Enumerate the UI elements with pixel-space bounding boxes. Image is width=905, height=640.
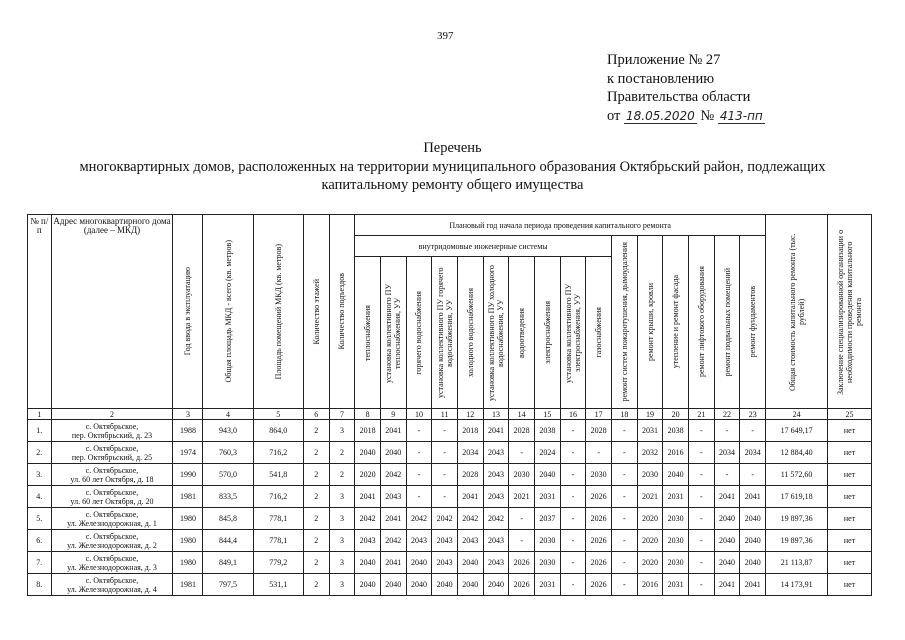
row-planned-year: 2042: [380, 464, 406, 486]
row-planned-year: 2031: [534, 486, 560, 508]
row-entrances: 3: [329, 420, 355, 442]
header-floors: Количество этажей: [303, 215, 329, 409]
row-planned-year: 2040: [406, 552, 432, 574]
header-col-heating: теплоснабжения: [355, 257, 381, 409]
address-line: с. Октябрьское,: [85, 531, 139, 541]
row-planned-year: -: [612, 552, 638, 574]
row-planned-year: 2040: [483, 574, 509, 596]
row-planned-year: 2043: [483, 530, 509, 552]
row-number: 1.: [28, 420, 52, 442]
row-planned-year: 2041: [740, 486, 766, 508]
row-floors: 2: [303, 574, 329, 596]
row-floors: 2: [303, 464, 329, 486]
row-cost: 21 113,87: [766, 552, 828, 574]
row-number: 2.: [28, 442, 52, 464]
row-planned-year: 2043: [380, 486, 406, 508]
row-planned-year: 2037: [534, 508, 560, 530]
row-planned-year: -: [406, 420, 432, 442]
header-col-hot-water: горячего водоснабжения: [406, 257, 432, 409]
row-planned-year: 2041: [457, 486, 483, 508]
row-planned-year: 2043: [432, 530, 458, 552]
row-planned-year: 2041: [483, 420, 509, 442]
row-cost: 17 619,18: [766, 486, 828, 508]
row-planned-year: -: [612, 574, 638, 596]
appendix-date: 18.05.2020: [626, 108, 695, 123]
address-line: пер. Октябрьский, д. 25: [71, 452, 153, 462]
row-planned-year: 2043: [406, 530, 432, 552]
row-address: [51, 486, 173, 508]
row-planned-year: 2031: [534, 574, 560, 596]
header-col-elevator: ремонт лифтового оборудования: [689, 236, 715, 409]
row-planned-year: 2026: [509, 552, 535, 574]
row-planned-year: 2043: [432, 552, 458, 574]
row-planned-year: 2040: [714, 552, 740, 574]
row-conclusion: нет: [828, 442, 872, 464]
row-year: 1988: [173, 420, 203, 442]
row-premises-area: 779,2: [253, 552, 303, 574]
address-line: ул. Железнодорожная, д. 4: [67, 584, 157, 594]
header-conclusion: Заключение специализированной организации о необходимости проведения капитального ремонта: [828, 215, 872, 409]
row-planned-year: 2024: [534, 442, 560, 464]
header-premises-area: Площадь помещений МКД (кв. метров): [253, 215, 303, 409]
table-row: [28, 574, 872, 596]
row-planned-year: -: [560, 442, 586, 464]
row-total-area: 845,8: [203, 508, 253, 530]
header-engineering: внутридомовые инженерные системы: [355, 236, 612, 257]
header-col-facade: утепление и ремонт фасада: [663, 236, 689, 409]
row-entrances: 3: [329, 508, 355, 530]
column-number: 11: [432, 409, 458, 420]
row-planned-year: -: [612, 442, 638, 464]
column-number: 12: [457, 409, 483, 420]
row-planned-year: 2041: [355, 486, 381, 508]
row-address: [51, 552, 173, 574]
row-planned-year: 2031: [663, 574, 689, 596]
column-number: 21: [689, 409, 715, 420]
row-planned-year: -: [432, 486, 458, 508]
row-planned-year: 2026: [586, 508, 612, 530]
row-floors: 2: [303, 508, 329, 530]
document-title: [0, 139, 905, 195]
row-planned-year: 2042: [432, 508, 458, 530]
row-planned-year: 2040: [457, 552, 483, 574]
row-planned-year: 2041: [740, 574, 766, 596]
row-planned-year: 2040: [432, 574, 458, 596]
row-total-area: 760,3: [203, 442, 253, 464]
row-planned-year: -: [560, 464, 586, 486]
row-planned-year: 2020: [637, 552, 663, 574]
column-number: 25: [828, 409, 872, 420]
header-col-foundation: ремонт фундаментов: [740, 236, 766, 409]
row-cost: 11 572,60: [766, 464, 828, 486]
row-planned-year: -: [509, 530, 535, 552]
header-col-roof: ремонт крыши, кровли: [637, 236, 663, 409]
address-line: с. Октябрьское,: [85, 421, 139, 431]
address-line: ул. Железнодорожная, д. 1: [67, 518, 157, 528]
header-row-1: [28, 215, 872, 236]
row-planned-year: 2040: [380, 574, 406, 596]
row-planned-year: -: [689, 574, 715, 596]
column-number: 1: [28, 409, 52, 420]
row-planned-year: 2021: [509, 486, 535, 508]
row-planned-year: -: [612, 530, 638, 552]
row-planned-year: 2021: [637, 486, 663, 508]
header-col-drainage: водоотведения: [509, 257, 535, 409]
row-planned-year: 2028: [457, 464, 483, 486]
row-planned-year: -: [586, 442, 612, 464]
table-row: [28, 420, 872, 442]
row-planned-year: 2043: [483, 464, 509, 486]
row-total-area: 570,0: [203, 464, 253, 486]
row-year: 1980: [173, 530, 203, 552]
row-planned-year: -: [612, 420, 638, 442]
column-number-row: [28, 409, 872, 420]
column-number: 23: [740, 409, 766, 420]
row-planned-year: -: [406, 442, 432, 464]
row-planned-year: -: [509, 442, 535, 464]
row-cost: 19 897,36: [766, 508, 828, 530]
row-planned-year: -: [612, 508, 638, 530]
row-planned-year: 2031: [637, 420, 663, 442]
table-row: [28, 442, 872, 464]
address-line: ул. 60 лет Октября, д. 20: [70, 496, 154, 506]
houses-table: [27, 214, 872, 596]
row-year: 1990: [173, 464, 203, 486]
title-line-1: Перечень: [423, 140, 482, 156]
row-planned-year: 2026: [586, 486, 612, 508]
column-number: 2: [51, 409, 173, 420]
table-row: [28, 464, 872, 486]
row-planned-year: 2028: [509, 420, 535, 442]
row-planned-year: -: [689, 530, 715, 552]
header-total-area: Общая площадь МКД - всего (кв. метров): [203, 215, 253, 409]
row-conclusion: нет: [828, 420, 872, 442]
row-number: 3.: [28, 464, 52, 486]
table-row: [28, 486, 872, 508]
row-premises-area: 864,0: [253, 420, 303, 442]
row-premises-area: 778,1: [253, 508, 303, 530]
row-planned-year: 2026: [586, 552, 612, 574]
row-planned-year: 2026: [586, 530, 612, 552]
column-number: 20: [663, 409, 689, 420]
row-planned-year: -: [509, 508, 535, 530]
header-address: Адрес многоквартирного дома (далее – МКД): [51, 215, 173, 409]
column-number: 17: [586, 409, 612, 420]
header-entrances: Количество подъездов: [329, 215, 355, 409]
row-planned-year: 2020: [637, 530, 663, 552]
row-planned-year: 2030: [534, 552, 560, 574]
row-planned-year: 2040: [740, 530, 766, 552]
row-planned-year: 2041: [714, 574, 740, 596]
row-planned-year: -: [740, 420, 766, 442]
row-planned-year: 2040: [355, 574, 381, 596]
header-col-basement: ремонт подвальных помещений: [714, 236, 740, 409]
row-planned-year: 2030: [637, 464, 663, 486]
appendix-line-2: к постановлению: [607, 70, 715, 87]
appendix-block: [607, 51, 765, 125]
row-planned-year: 2034: [457, 442, 483, 464]
row-conclusion: нет: [828, 508, 872, 530]
row-year: 1981: [173, 486, 203, 508]
header-cost: Общая стоимость капитального ремонта (тыс. рублей): [766, 215, 828, 409]
row-planned-year: 2032: [637, 442, 663, 464]
row-planned-year: 2040: [457, 574, 483, 596]
row-year: 1980: [173, 508, 203, 530]
row-cost: 17 649,17: [766, 420, 828, 442]
row-entrances: 3: [329, 574, 355, 596]
row-planned-year: 2040: [534, 464, 560, 486]
column-number: 9: [380, 409, 406, 420]
address-line: с. Октябрьское,: [85, 575, 139, 585]
address-line: с. Октябрьское,: [85, 487, 139, 497]
row-planned-year: 2016: [663, 442, 689, 464]
row-conclusion: нет: [828, 530, 872, 552]
row-planned-year: 2042: [483, 508, 509, 530]
column-number: 7: [329, 409, 355, 420]
column-number: 10: [406, 409, 432, 420]
header-col-heating-meter: установка коллективного ПУ теплоснабжения, УУ: [380, 257, 406, 409]
title-line-2: многоквартирных домов, расположенных на территории муниципального образования Октябрьский район, подлежащих: [79, 158, 826, 175]
row-planned-year: -: [432, 442, 458, 464]
table-row: [28, 508, 872, 530]
page-number: 397: [437, 30, 454, 42]
row-planned-year: -: [560, 530, 586, 552]
header-col-cold-water: холодного водоснабжения: [457, 257, 483, 409]
row-planned-year: -: [689, 552, 715, 574]
row-planned-year: 2041: [380, 420, 406, 442]
row-planned-year: 2018: [457, 420, 483, 442]
address-line: с. Октябрьское,: [85, 509, 139, 519]
row-planned-year: -: [560, 508, 586, 530]
row-planned-year: -: [689, 486, 715, 508]
header-col-electricity-meter: установка коллективного ПУ электроснабжения, УУ: [560, 257, 586, 409]
row-premises-area: 541,8: [253, 464, 303, 486]
row-total-area: 833,5: [203, 486, 253, 508]
appendix-line-4: [607, 107, 765, 126]
row-planned-year: 2040: [740, 508, 766, 530]
row-conclusion: нет: [828, 574, 872, 596]
row-total-area: 849,1: [203, 552, 253, 574]
row-planned-year: -: [560, 552, 586, 574]
row-conclusion: нет: [828, 486, 872, 508]
row-planned-year: 2040: [380, 442, 406, 464]
column-number: 5: [253, 409, 303, 420]
row-planned-year: 2034: [714, 442, 740, 464]
row-planned-year: 2038: [534, 420, 560, 442]
address-line: с. Октябрьское,: [85, 465, 139, 475]
column-number: 6: [303, 409, 329, 420]
row-premises-area: 531,1: [253, 574, 303, 596]
address-line: ул. 60 лет Октября, д. 18: [70, 474, 154, 484]
address-line: с. Октябрьское,: [85, 443, 139, 453]
row-planned-year: 2042: [380, 530, 406, 552]
row-planned-year: 2020: [637, 508, 663, 530]
row-planned-year: 2031: [663, 486, 689, 508]
row-entrances: 3: [329, 486, 355, 508]
address-line: пер. Октябрьский, д. 23: [71, 430, 153, 440]
row-planned-year: 2040: [406, 574, 432, 596]
appendix-number-label: №: [700, 107, 715, 124]
appendix-number: 413-пп: [719, 108, 763, 123]
row-planned-year: -: [689, 420, 715, 442]
appendix-prefix: от: [607, 107, 621, 124]
table-row: [28, 530, 872, 552]
row-planned-year: -: [689, 464, 715, 486]
column-number: 19: [637, 409, 663, 420]
row-premises-area: 716,2: [253, 486, 303, 508]
row-planned-year: 2030: [586, 464, 612, 486]
row-planned-year: 2034: [740, 442, 766, 464]
row-planned-year: 2042: [355, 508, 381, 530]
header-col-fire: ремонт систем пожаротушения, дымоудаления: [612, 236, 638, 409]
row-planned-year: 2043: [355, 530, 381, 552]
row-total-area: 943,0: [203, 420, 253, 442]
header-year: Год ввода в эксплуатацию: [173, 215, 203, 409]
row-number: 7.: [28, 552, 52, 574]
row-number: 5.: [28, 508, 52, 530]
row-address: [51, 420, 173, 442]
row-planned-year: 2042: [406, 508, 432, 530]
column-number: 15: [534, 409, 560, 420]
header-col-electricity: электроснабжения: [534, 257, 560, 409]
row-entrances: 3: [329, 530, 355, 552]
row-entrances: 3: [329, 552, 355, 574]
row-planned-year: 2040: [740, 552, 766, 574]
row-address: [51, 464, 173, 486]
row-floors: 2: [303, 552, 329, 574]
column-number: 24: [766, 409, 828, 420]
row-planned-year: -: [689, 508, 715, 530]
row-planned-year: 2040: [714, 530, 740, 552]
row-planned-year: -: [714, 420, 740, 442]
row-planned-year: 2040: [663, 464, 689, 486]
appendix-line-1: Приложение № 27: [607, 52, 721, 68]
row-cost: 19 897,36: [766, 530, 828, 552]
row-address: [51, 530, 173, 552]
row-cost: 12 884,40: [766, 442, 828, 464]
row-address: [51, 442, 173, 464]
row-planned-year: -: [432, 464, 458, 486]
row-planned-year: 2043: [483, 486, 509, 508]
row-planned-year: 2040: [714, 508, 740, 530]
row-floors: 2: [303, 420, 329, 442]
row-planned-year: -: [560, 486, 586, 508]
row-entrances: 2: [329, 464, 355, 486]
row-floors: 2: [303, 486, 329, 508]
row-planned-year: 2042: [457, 508, 483, 530]
row-entrances: 2: [329, 442, 355, 464]
column-number: 16: [560, 409, 586, 420]
row-planned-year: 2018: [355, 420, 381, 442]
row-year: 1981: [173, 574, 203, 596]
column-number: 4: [203, 409, 253, 420]
row-planned-year: 2020: [355, 464, 381, 486]
row-premises-area: 778,1: [253, 530, 303, 552]
address-line: ул. Железнодорожная, д. 2: [67, 540, 157, 550]
row-planned-year: 2026: [586, 574, 612, 596]
header-col-gas: газоснабжения: [586, 257, 612, 409]
column-number: 8: [355, 409, 381, 420]
row-conclusion: нет: [828, 464, 872, 486]
header-num: № п/п: [28, 215, 52, 409]
row-planned-year: 2030: [663, 508, 689, 530]
header-col-hot-water-meter: установка коллективного ПУ горячего водоснабжения, УУ: [432, 257, 458, 409]
column-number: 18: [612, 409, 638, 420]
row-planned-year: 2016: [637, 574, 663, 596]
column-number: 14: [509, 409, 535, 420]
address-line: ул. Железнодорожная, д. 3: [67, 562, 157, 572]
row-cost: 14 173,91: [766, 574, 828, 596]
row-planned-year: -: [612, 486, 638, 508]
header-planned-year: Плановый год начала периода проведения капитального ремонта: [355, 215, 766, 236]
row-planned-year: 2038: [663, 420, 689, 442]
row-number: 8.: [28, 574, 52, 596]
row-planned-year: 2040: [355, 442, 381, 464]
appendix-line-3: Правительства области: [607, 89, 751, 105]
row-planned-year: 2041: [714, 486, 740, 508]
row-planned-year: 2043: [483, 552, 509, 574]
row-floors: 2: [303, 530, 329, 552]
row-planned-year: 2043: [483, 442, 509, 464]
row-planned-year: 2030: [509, 464, 535, 486]
row-floors: 2: [303, 442, 329, 464]
title-line-3: капитальному ремонту общего имущества: [321, 177, 584, 193]
table-row: [28, 552, 872, 574]
row-planned-year: -: [740, 464, 766, 486]
row-planned-year: -: [560, 420, 586, 442]
row-planned-year: -: [560, 574, 586, 596]
row-planned-year: 2030: [663, 530, 689, 552]
address-line: с. Октябрьское,: [85, 553, 139, 563]
row-planned-year: -: [406, 464, 432, 486]
row-planned-year: -: [432, 420, 458, 442]
row-address: [51, 574, 173, 596]
row-planned-year: 2026: [509, 574, 535, 596]
row-year: 1974: [173, 442, 203, 464]
row-total-area: 844,4: [203, 530, 253, 552]
row-conclusion: нет: [828, 552, 872, 574]
row-premises-area: 716,2: [253, 442, 303, 464]
column-number: 22: [714, 409, 740, 420]
row-total-area: 797,5: [203, 574, 253, 596]
row-planned-year: 2030: [663, 552, 689, 574]
row-address: [51, 508, 173, 530]
row-planned-year: 2041: [380, 508, 406, 530]
row-planned-year: -: [689, 442, 715, 464]
header-col-cold-water-meter: установка коллективного ПУ холодного водоснабжения, УУ: [483, 257, 509, 409]
row-number: 6.: [28, 530, 52, 552]
row-number: 4.: [28, 486, 52, 508]
row-planned-year: -: [714, 464, 740, 486]
row-planned-year: 2041: [380, 552, 406, 574]
column-number: 3: [173, 409, 203, 420]
column-number: 13: [483, 409, 509, 420]
row-planned-year: 2040: [355, 552, 381, 574]
row-planned-year: -: [406, 486, 432, 508]
row-planned-year: 2030: [534, 530, 560, 552]
row-year: 1980: [173, 552, 203, 574]
row-planned-year: 2043: [457, 530, 483, 552]
row-planned-year: 2028: [586, 420, 612, 442]
row-planned-year: -: [612, 464, 638, 486]
